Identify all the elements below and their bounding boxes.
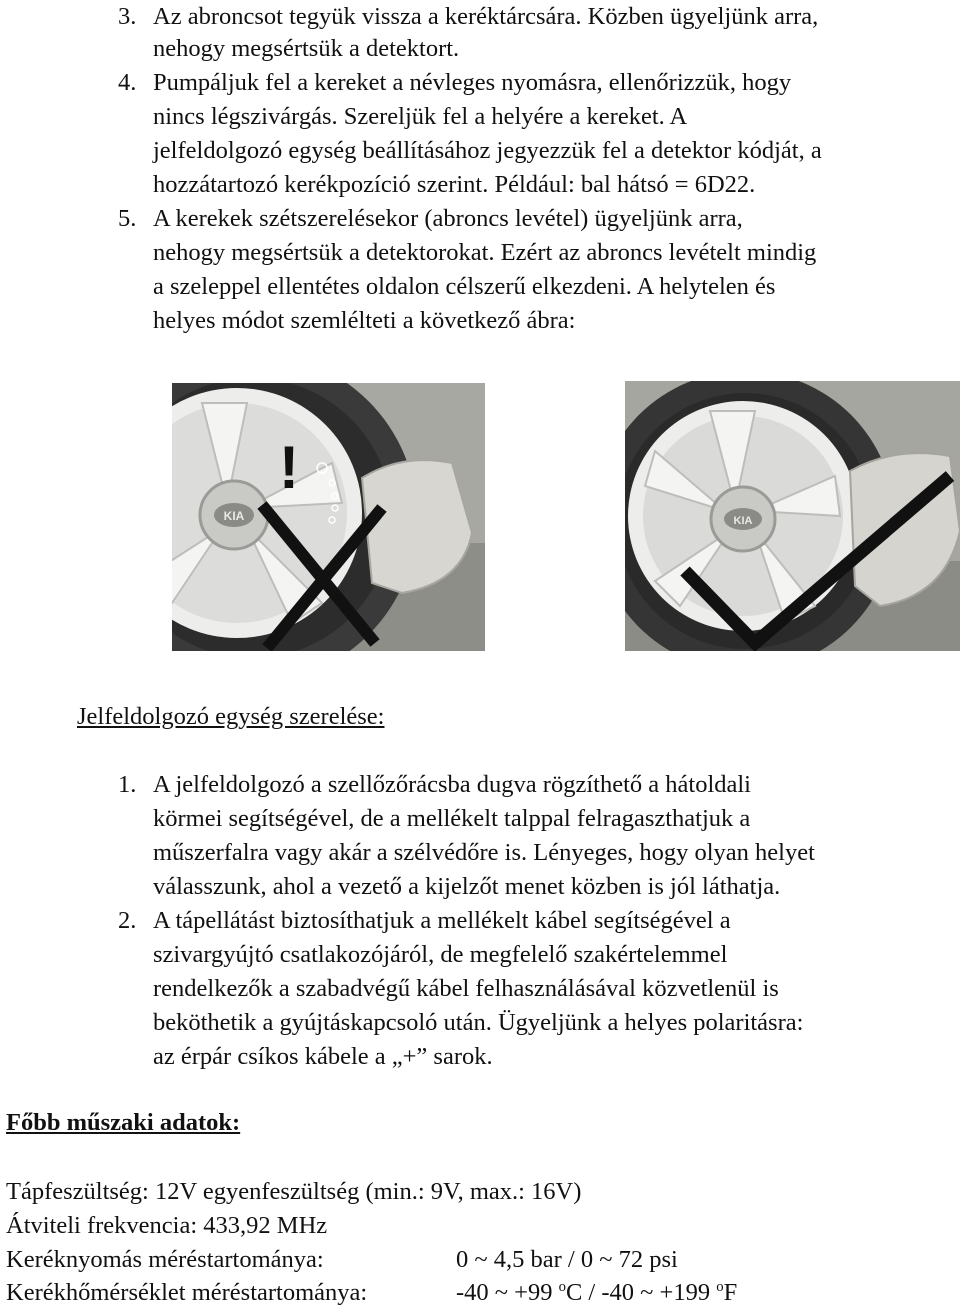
section-heading: Jelfeldolgozó egység szerelése: <box>77 703 385 730</box>
spec-temp-value <box>456 1276 737 1310</box>
warning-mark: ! <box>279 434 299 501</box>
specs-heading: Főbb műszaki adatok: <box>6 1109 241 1136</box>
hub-logo: KIA <box>733 515 753 527</box>
temp-value-part: C / -40 ~ +199 <box>565 1279 717 1306</box>
temp-value-part: F <box>723 1279 738 1306</box>
list-line: hozzátartozó kerékpozíció szerint. Például: bal hátsó = 6D22. <box>153 171 756 198</box>
list-line: Az abroncsot tegyük vissza a keréktárcsára. Közben ügyeljünk arra, <box>153 3 819 30</box>
list-line: körmei segítségével, de a mellékelt talppal felragaszthatjuk a <box>153 805 751 832</box>
list-line: műszerfalra vagy akár a szélvédőre is. Lényeges, hogy olyan helyet <box>153 839 815 866</box>
correct-method-photo <box>625 381 960 651</box>
degree-sup: o <box>716 1278 724 1295</box>
wrong-method-illustration <box>172 383 485 651</box>
spec-frequency: Átviteli frekvencia: 433,92 MHz <box>6 1212 328 1239</box>
list-line: beköthetik a gyújtáskapcsoló után. Ügyeljünk a helyes polaritásra: <box>153 1009 804 1036</box>
list-number: 1. <box>118 771 137 798</box>
spec-supply-voltage: Tápfeszültség: 12V egyenfeszültség (min.: 9V, max.: 16V) <box>6 1178 582 1205</box>
list-number: 4. <box>118 69 137 96</box>
list-line: A kerekek szétszerelésekor (abroncs levétel) ügyeljünk arra, <box>153 205 743 232</box>
correct-method-illustration <box>625 381 960 651</box>
list-number: 3. <box>118 3 137 30</box>
list-line: jelfeldolgozó egység beállításához jegyezzük fel a detektor kódját, a <box>153 137 822 164</box>
list-number: 2. <box>118 907 137 934</box>
list-line: rendelkezők a szabadvégű kábel felhasználásával közvetlenül is <box>153 975 779 1002</box>
tire-removal-figure <box>0 378 960 658</box>
list-line: A tápellátást biztosíthatjuk a mellékelt kábel segítségével a <box>153 907 731 934</box>
wrong-method-photo <box>172 383 485 651</box>
list-line: nehogy megsértsük a detektorokat. Ezért az abroncs levételt mindig <box>153 239 817 266</box>
list-line: helyes módot szemlélteti a következő ábra: <box>153 307 576 334</box>
list-line: a szeleppel ellentétes oldalon célszerű elkezdeni. A helytelen és <box>153 273 776 300</box>
list-line: A jelfeldolgozó a szellőzőrácsba dugva rögzíthető a hátoldali <box>153 771 751 798</box>
list-line: szivargyújtó csatlakozójáról, de megfelelő szakértelemmel <box>153 941 728 968</box>
list-line: nincs légszivárgás. Szereljük fel a helyére a kereket. A <box>153 103 688 130</box>
list-line: nehogy megsértsük a detektort. <box>153 35 460 62</box>
hub-logo: KIA <box>223 509 245 523</box>
spec-pressure-label: Keréknyomás méréstartománya: <box>6 1246 324 1273</box>
list-line: Pumpáljuk fel a kereket a névleges nyomásra, ellenőrizzük, hogy <box>153 69 792 96</box>
degree-sup: o <box>558 1278 566 1295</box>
temp-value-part: -40 ~ +99 <box>456 1279 559 1306</box>
spec-pressure-value: 0 ~ 4,5 bar / 0 ~ 72 psi <box>456 1246 678 1273</box>
list-number: 5. <box>118 205 137 232</box>
spec-temp-label: Kerékhőmérséklet méréstartománya: <box>6 1279 368 1306</box>
list-line: az érpár csíkos kábele a „+” sarok. <box>153 1043 493 1070</box>
list-line: válasszunk, ahol a vezető a kijelzőt menet közben is jól láthatja. <box>153 873 781 900</box>
